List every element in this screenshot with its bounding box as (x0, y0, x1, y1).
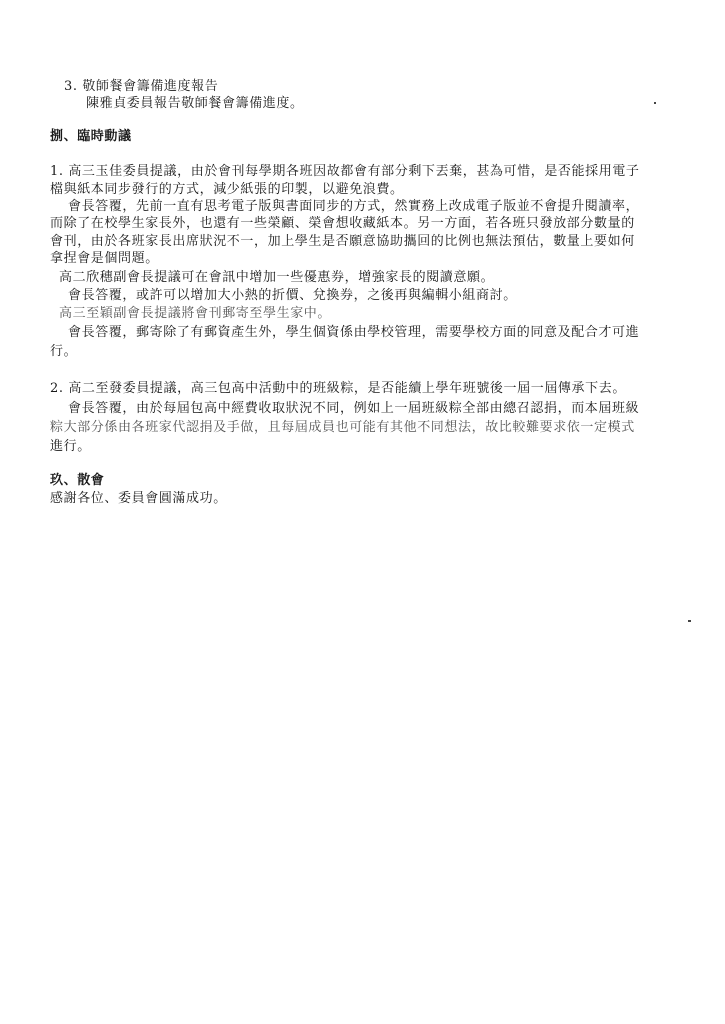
motion-2-line-3: 粽大部分係由各班家代認捐及手做，且每屆成員也可能有其他不同想法，故比較難要求依一定模式 (50, 420, 635, 435)
motion-1-line-10: 會長答覆，郵寄除了有郵資產生外，學生個資係由學校管理，需要學校方面的同意及配合才可進 (68, 325, 640, 340)
motion-1-line-3: 會長答覆，先前一直有思考電子版與書面同步的方式，然實務上改成電子版並不會提升閱讀率， (68, 199, 640, 214)
scan-speck (654, 102, 656, 104)
motion-2-line-1: 2. 高二至發委員提議，高三包高中活動中的班級粽，是否能續上學年班號後一屆一屆傳承下去。 (50, 381, 626, 396)
section-extempore-motions-heading: 捌、臨時動議 (50, 129, 132, 144)
scan-speck (688, 620, 691, 622)
motion-2-line-4: 進行。 (50, 439, 91, 454)
motion-2-line-2: 會長答覆，由於每屆包高中經費收取狀況不同，例如上一屆班級粽全部由總召認捐，而本屆班級 (68, 401, 640, 416)
agenda-item-3-heading: 3. 敬師餐會籌備進度報告 (64, 79, 219, 94)
motion-1-line-9: 高三至穎副會長提議將會刊郵寄至學生家中。 (59, 306, 332, 321)
motion-1-line-7: 高二欣穗副會長提議可在會訊中增加一些優惠券，增強家長的閱讀意願。 (59, 270, 495, 285)
motion-1-line-5: 會刊，由於各班家長出席狀況不一，加上學生是否願意協助攜回的比例也無法預估，數量上要如何 (50, 234, 635, 249)
motion-1-line-4: 而除了在校學生家長外，也還有一些榮顧、榮會想收藏紙本。另一方面，若各班只發放部分數量的 (50, 216, 635, 231)
motion-1-line-8: 會長答覆，或許可以增加大小熱的折價、兌換券，之後再與編輯小組商討。 (68, 288, 517, 303)
section-adjournment-body: 感謝各位、委員會圓滿成功。 (50, 491, 227, 506)
motion-1-line-6: 拿捏會是個問題。 (50, 251, 159, 266)
motion-1-line-11: 行。 (50, 344, 78, 359)
agenda-item-3-body: 陳雅貞委員報告敬師餐會籌備進度。 (86, 96, 304, 111)
motion-1-line-2: 檔與紙本同步發行的方式，減少紙張的印製，以避免浪費。 (50, 182, 404, 197)
motion-1-line-1: 1. 高三玉佳委員提議，由於會刊每學期各班因故都會有部分剩下丟棄，甚為可惜，是否能採用電子 (50, 164, 640, 179)
section-adjournment-heading: 玖、散會 (50, 473, 105, 488)
